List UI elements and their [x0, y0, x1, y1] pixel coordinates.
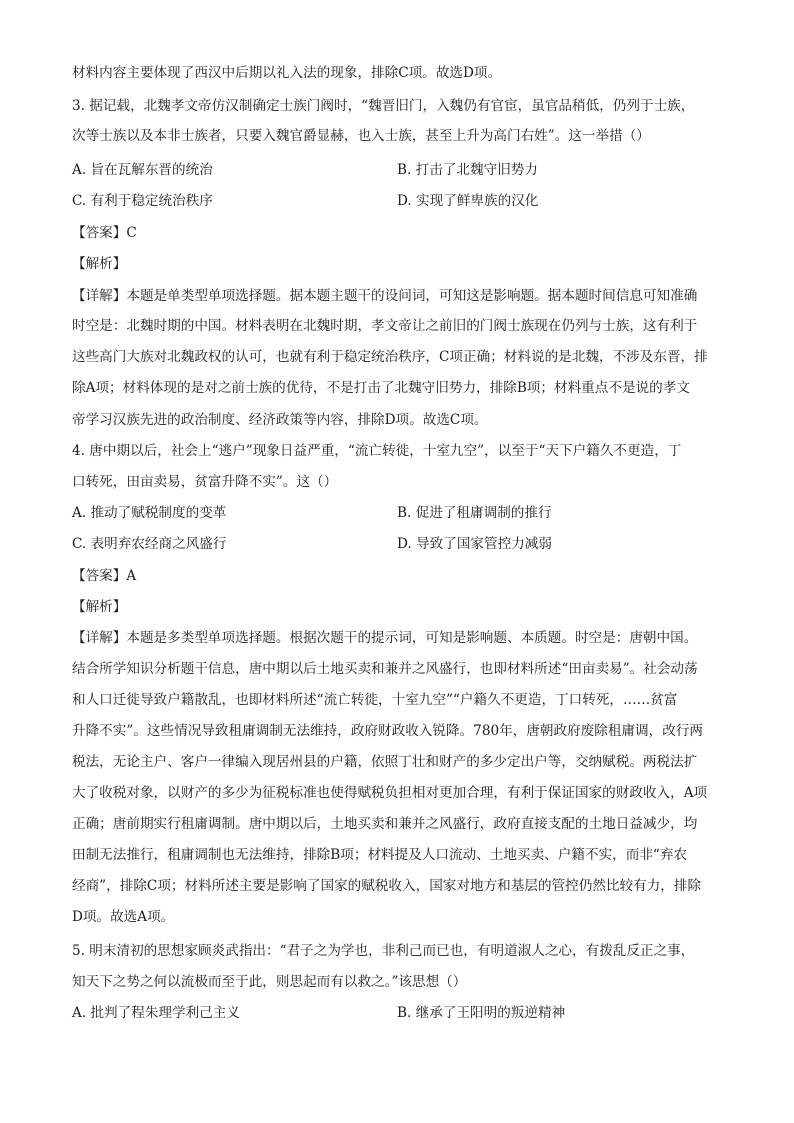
- question-3-stem: 3. 据记载，北魏孝文帝仿汉制确定士族门阀时，“魏晋旧门，入魏仍有官宦，虽官品稍低，仍列于士族，: [72, 98, 695, 114]
- option-d: D. 导致了国家管控力减弱: [397, 536, 552, 552]
- question-5-stem: 5. 明末清初的思想家顾炎武指出：“君子之为学也，非利己而已也，有明道淑人之心，有拨乱反正之事，: [72, 943, 695, 959]
- analysis-label: 【解析】: [72, 256, 127, 272]
- explanation-line: 经商”，排除C项；材料所述主要是影响了国家的赋税收入，国家对地方和基层的管控仍然比较有力，排除: [72, 878, 702, 894]
- explanation-line: 时空是：北魏时期的中国。材料表明在北魏时期，孝文帝让之前旧的门阀士族现在仍列与士族，这有利于: [72, 318, 698, 334]
- option-b: B. 促进了租庸调制的推行: [397, 505, 552, 521]
- option-d: D. 实现了鲜卑族的汉化: [397, 193, 539, 209]
- explanation-line: 田制无法推行，租庸调制也无法维持，排除B项；材料提及人口流动、土地买卖、户籍不实，而非“弃农: [72, 847, 688, 863]
- explanation-line: D项。故选A项。: [72, 909, 175, 925]
- answer-label: 【答案】A: [72, 568, 137, 584]
- explanation-line: 这些高门大族对北魏政权的认可，也就有利于稳定统治秩序，C项正确；材料说的是北魏，不涉及东晋，排: [72, 349, 708, 365]
- explanation-line: 升降不实”。这些情况导致租庸调制无法维持，政府财政收入锐降。780年，唐朝政府废除租庸调，改行两: [72, 723, 704, 739]
- option-c: C. 有利于稳定统治秩序: [72, 193, 213, 209]
- analysis-label: 【解析】: [72, 599, 127, 615]
- option-a: A. 批判了程朱理学利己主义: [72, 1005, 240, 1021]
- option-a: A. 推动了赋税制度的变革: [72, 505, 227, 521]
- explanation-line: 除A项；材料体现的是对之前士族的优待，不是打击了北魏守旧势力，排除B项；材料重点不是说的孝文: [72, 380, 690, 396]
- explanation-line: 结合所学知识分析题干信息，唐中期以后土地买卖和兼并之风盛行，也即材料所述“田亩卖易”。社会动荡: [72, 661, 698, 677]
- option-b: B. 继承了王阳明的叛逆精神: [397, 1005, 566, 1021]
- option-b: B. 打击了北魏守旧势力: [397, 162, 538, 178]
- option-c: C. 表明弃农经商之风盛行: [72, 536, 227, 552]
- question-4-stem: 4. 唐中期以后，社会上“逃户”现象日益严重，“流亡转徙，十室九空”，以至于“天下户籍久不更造，丁: [72, 443, 682, 459]
- option-a: A. 旨在瓦解东晋的统治: [72, 162, 213, 178]
- explanation-line: 帝学习汉族先进的政治制度、经济政策等内容，排除D项。故选C项。: [72, 412, 488, 428]
- question-4-stem: 口转死，田亩卖易，贫富升降不实”。这（）: [72, 474, 338, 490]
- paragraph-line: 材料内容主要体现了西汉中后期以礼入法的现象，排除C项。故选D项。: [72, 65, 502, 81]
- question-3-stem: 次等士族以及本非士族者，只要入魏官爵显赫，也入士族，甚至上升为高门右姓”。这一举措（）: [72, 128, 650, 144]
- question-5-stem: 知天下之势之何以流极而至于此，则思起而有以救之。”该思想（）: [72, 974, 467, 990]
- explanation-line: 税法，无论主户、客户一律编入现居州县的户籍，依照丁壮和财产的多少定出户等，交纳赋税。两税法扩: [72, 754, 698, 770]
- explanation-line: 【详解】本题是单类型单项选择题。据本题主题干的设问词，可知这是影响题。据本题时间信息可知准确: [72, 288, 698, 304]
- explanation-line: 正确；唐前期实行租庸调制。唐中期以后，土地买卖和兼并之风盛行，政府直接支配的土地日益减少，均: [72, 816, 698, 832]
- explanation-line: 大了收税对象，以财产的多少为征税标准也使得赋税负担相对更加合理，有利于保证国家的财政收入，A项: [72, 785, 708, 801]
- explanation-line: 【详解】本题是多类型单项选择题。根据次题干的提示词，可知是影响题、本质题。时空是：唐朝中国。: [72, 630, 698, 646]
- explanation-line: 和人口迁徙导致户籍散乱，也即材料所述“流亡转徙，十室九空”“户籍久不更造，丁口转死，……贫富: [72, 692, 678, 708]
- answer-label: 【答案】C: [72, 225, 137, 241]
